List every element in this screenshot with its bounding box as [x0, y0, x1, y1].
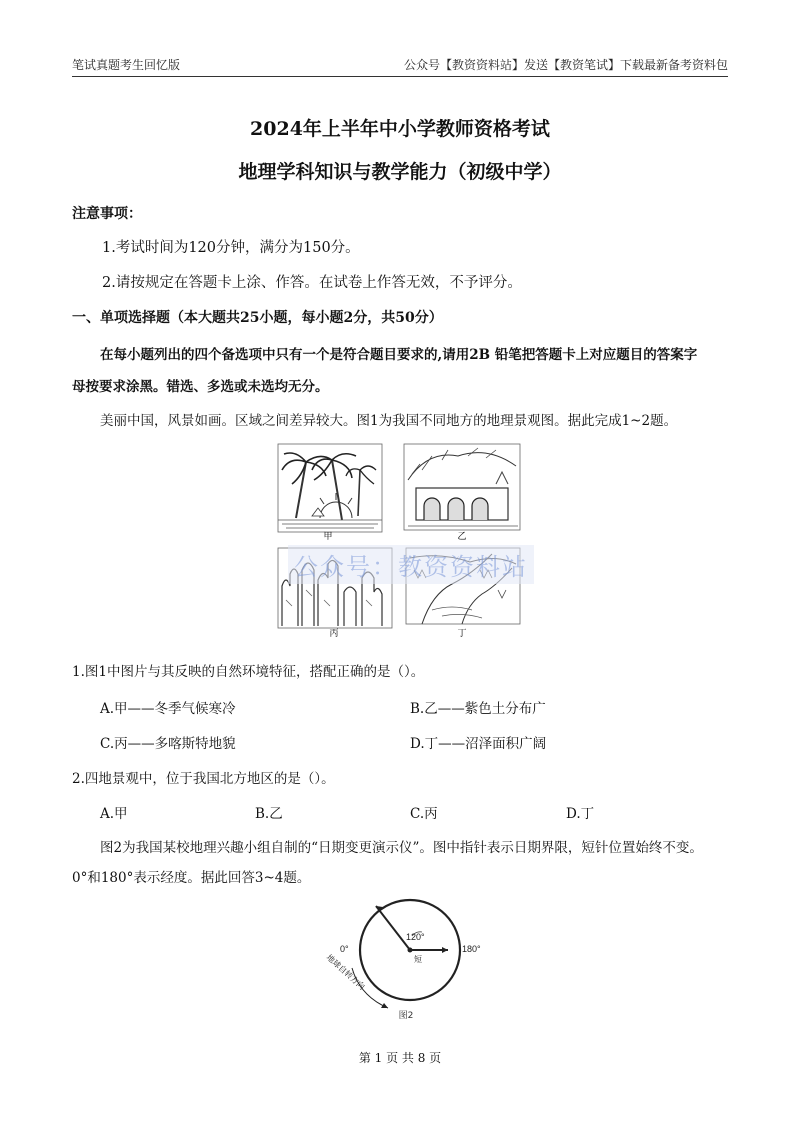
page-footer: 第 1 页 共 8 页 — [358, 1051, 442, 1065]
watermark-text: 公众号：教资资料站 — [288, 545, 534, 584]
exam-subtitle: 地理学科知识与教学能力（初级中学） — [238, 161, 562, 183]
passage-2-line1: 图2为我国某校地理兴趣小组自制的“日期变更演示仪”。图中指针表示日期界限，短针位置始终不变。 — [100, 840, 703, 856]
question-2-option-b: B.乙 — [255, 806, 283, 822]
note-item-2: 2.请按规定在答题卡上涂、作答。在试卷上作答无效，不予评分。 — [102, 275, 522, 291]
notes-heading: 注意事项： — [72, 206, 142, 222]
panel-ding-label: 丁 — [457, 629, 467, 639]
longitude-180-label: 180° — [462, 944, 481, 954]
header-left-text: 笔试真题考生回忆版 — [72, 58, 181, 72]
header-right-text: 公众号【教资资料站】发送【教资笔试】下载最新备考资料包 — [403, 58, 728, 72]
note-item-1: 1.考试时间为120分钟，满分为150分。 — [102, 240, 360, 256]
section-instruction-line2: 母按要求涂黑。错选、多选或未选均无分。 — [72, 379, 329, 395]
figure-2-date-dial — [320, 890, 490, 1022]
panel-yi-image — [404, 444, 520, 530]
question-1-option-c: C.丙——多喀斯特地貌 — [100, 736, 236, 752]
angle-120-label: 120° — [406, 932, 425, 942]
panel-bing-label: 丙 — [329, 629, 339, 639]
question-1-option-d: D.丁——沼泽面积广阔 — [410, 736, 547, 752]
question-2-stem: 2.四地景观中，位于我国北方地区的是（）。 — [72, 771, 335, 787]
header-divider — [72, 76, 728, 77]
panel-yi-label: 乙 — [457, 532, 467, 542]
passage-1: 美丽中国，风景如画。区域之间差异较大。图1为我国不同地方的地理景观图。据此完成1~2题。 — [100, 413, 678, 429]
question-2-option-c: C.丙 — [410, 806, 438, 822]
passage-2-line2: 0°和180°表示经度。据此回答3~4题。 — [72, 870, 311, 886]
short-hand-label: 短 — [414, 955, 422, 964]
section-heading: 一、单项选择题（本大题共25小题，每小题2分，共50分） — [72, 310, 443, 326]
figure-1-landscapes — [272, 440, 524, 640]
question-1-stem: 1.图1中图片与其反映的自然环境特征，搭配正确的是（）。 — [72, 664, 425, 680]
question-1-option-a: A.甲——冬季气候寒冷 — [100, 701, 236, 717]
figure-2-caption: 图2 — [398, 1011, 414, 1021]
panel-jia-label: 甲 — [323, 532, 333, 542]
question-1-option-b: B.乙——紫色土分布广 — [410, 701, 546, 717]
panel-jia-image — [278, 444, 382, 532]
long-hand — [376, 906, 410, 950]
longitude-0-label: 0° — [340, 944, 349, 954]
section-instruction-line1: 在每小题列出的四个备选项中只有一个是符合题目要求的,请用2B 铅笔把答题卡上对应题目的答案字 — [100, 347, 698, 363]
question-2-option-a: A.甲 — [100, 806, 128, 822]
exam-title: 2024年上半年中小学教师资格考试 — [250, 118, 550, 140]
rotation-direction-label: 地球自转方向 — [324, 952, 367, 992]
question-2-option-d: D.丁 — [566, 806, 595, 822]
